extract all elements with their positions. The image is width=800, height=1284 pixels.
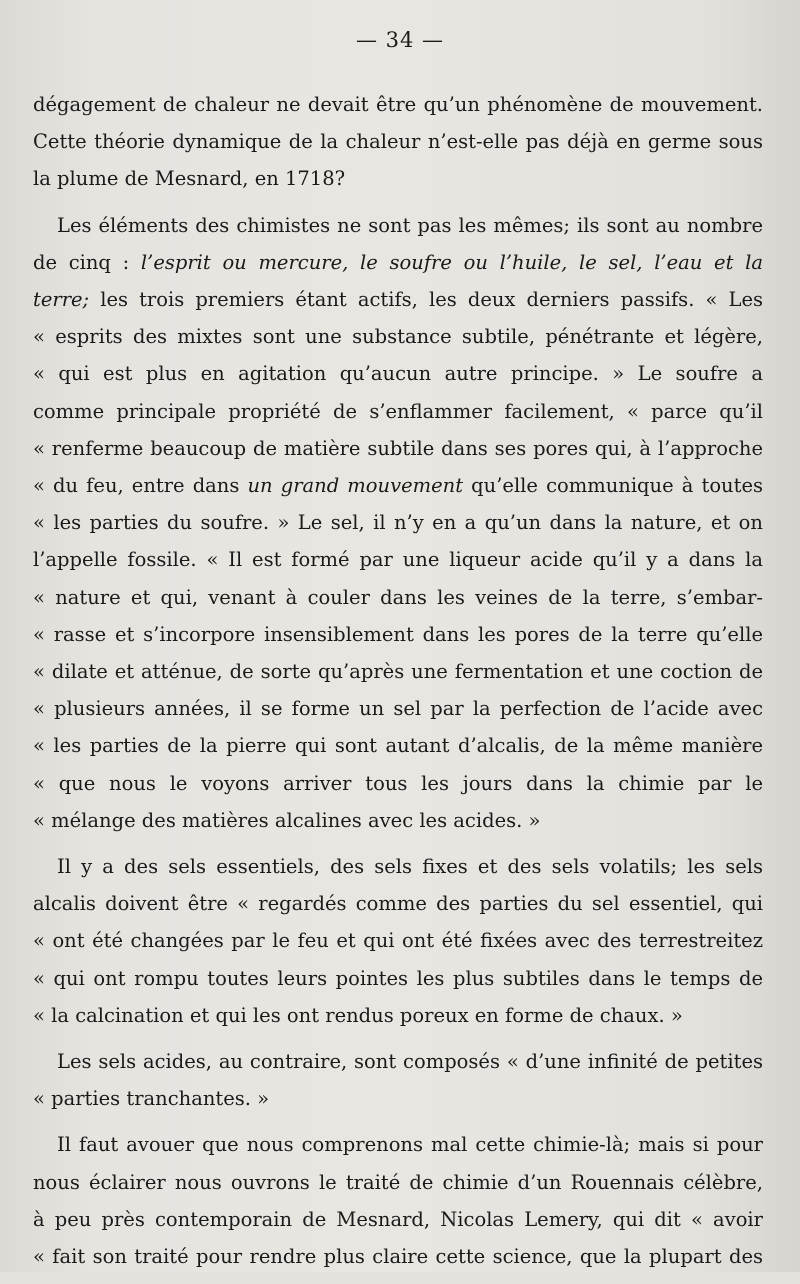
- text-line: Les éléments des chimistes ne sont pas les mêmes; ils sont au nombre: [57, 213, 763, 237]
- text-line: Il faut avouer que nous comprenons mal cette chimie-là; mais si pour: [57, 1133, 763, 1157]
- paragraph-4: [33, 1043, 763, 1117]
- text-line: « mélange des matières alcalines avec les acides. »: [33, 808, 541, 832]
- body-text: [33, 86, 763, 1284]
- text-line: « ont été changées par le feu et qui ont été fixées avec des terrestreitez: [33, 929, 763, 953]
- text-span: de cinq :: [33, 250, 141, 274]
- text-line: dégagement de chaleur ne devait être qu’un phénomène de mouvement.: [33, 93, 763, 116]
- text-span: les trois premiers étant actifs, les deux derniers passifs. « Les: [89, 288, 763, 312]
- text-line: Il y a des sels essentiels, des sels fixes et des sels volatils; les sels: [57, 855, 763, 879]
- text-line: alcalis doivent être « regardés comme des parties du sel essentiel, qui: [33, 892, 763, 916]
- text-line: à peu près contemporain de Mesnard, Nicolas Lemery, qui dit « avoir: [33, 1207, 763, 1231]
- text-line: « que nous le voyons arriver tous les jours dans la chimie par le: [33, 771, 763, 795]
- italic-text: un grand mouvement: [247, 474, 464, 498]
- text-line-mixed: [33, 281, 763, 318]
- text-line: « nature et qui, venant à couler dans les veines de la terre, s’embar-: [33, 585, 763, 609]
- text-line: « dilate et atténue, de sorte qu’après une fermentation et une coction de: [33, 660, 763, 684]
- text-line: « parties tranchantes. »: [33, 1087, 270, 1111]
- paragraph-1: [33, 86, 763, 198]
- text-line: « les parties du soufre. » Le sel, il n’y en a qu’un dans la nature, et on: [33, 511, 763, 535]
- italic-text: l’esprit ou mercure, le soufre ou l’huile, le sel, l’eau et la: [140, 250, 763, 274]
- text-line: « les parties de la pierre qui sont autant d’alcalis, de la même manière: [33, 734, 763, 758]
- page-number: — 34 —: [355, 28, 445, 52]
- text-line: nous éclairer nous ouvrons le traité de chimie d’un Rouennais célèbre,: [33, 1170, 763, 1194]
- text-line: comme principale propriété de s’enflammer facilement, « parce qu’il: [33, 399, 763, 423]
- text-line: Cette théorie dynamique de la chaleur n’est-elle pas déjà en germe sous: [33, 130, 763, 154]
- text-line: « rasse et s’incorpore insensiblement dans les pores de la terre qu’elle: [33, 622, 763, 646]
- text-line: « qui est plus en agitation qu’aucun autre principe. » Le soufre a: [33, 362, 763, 386]
- text-line-mixed: [33, 467, 763, 504]
- text-line: l’appelle fossile. « Il est formé par une liqueur acide qu’il y a dans la: [33, 548, 763, 572]
- paragraph-2: [33, 207, 763, 839]
- text-line: « plusieurs années, il se forme un sel par la perfection de l’acide avec: [33, 697, 763, 721]
- text-line: « esprits des mixtes sont une substance subtile, pénétrante et légère,: [33, 325, 763, 349]
- text-line: Les sels acides, au contraire, sont composés « d’une infinité de petites: [57, 1050, 763, 1074]
- text-line-mixed: [33, 244, 763, 281]
- text-line: la plume de Mesnard, en 1718?: [33, 167, 346, 191]
- paragraph-5: [33, 1126, 763, 1275]
- text-line: « renferme beaucoup de matière subtile dans ses pores qui, à l’approche: [33, 436, 763, 460]
- italic-text: terre;: [33, 288, 90, 312]
- text-span: qu’elle communique à toutes: [463, 474, 763, 498]
- paragraph-3: [33, 848, 763, 1034]
- text-line: « qui ont rompu toutes leurs pointes les plus subtiles dans le temps de: [33, 966, 763, 990]
- text-line: « la calcination et qui les ont rendus poreux en forme de chaux. »: [33, 1003, 683, 1027]
- text-line: « fait son traité pour rendre plus claire cette science, que la plupart des: [33, 1245, 763, 1269]
- text-span: « du feu, entre dans: [33, 474, 248, 498]
